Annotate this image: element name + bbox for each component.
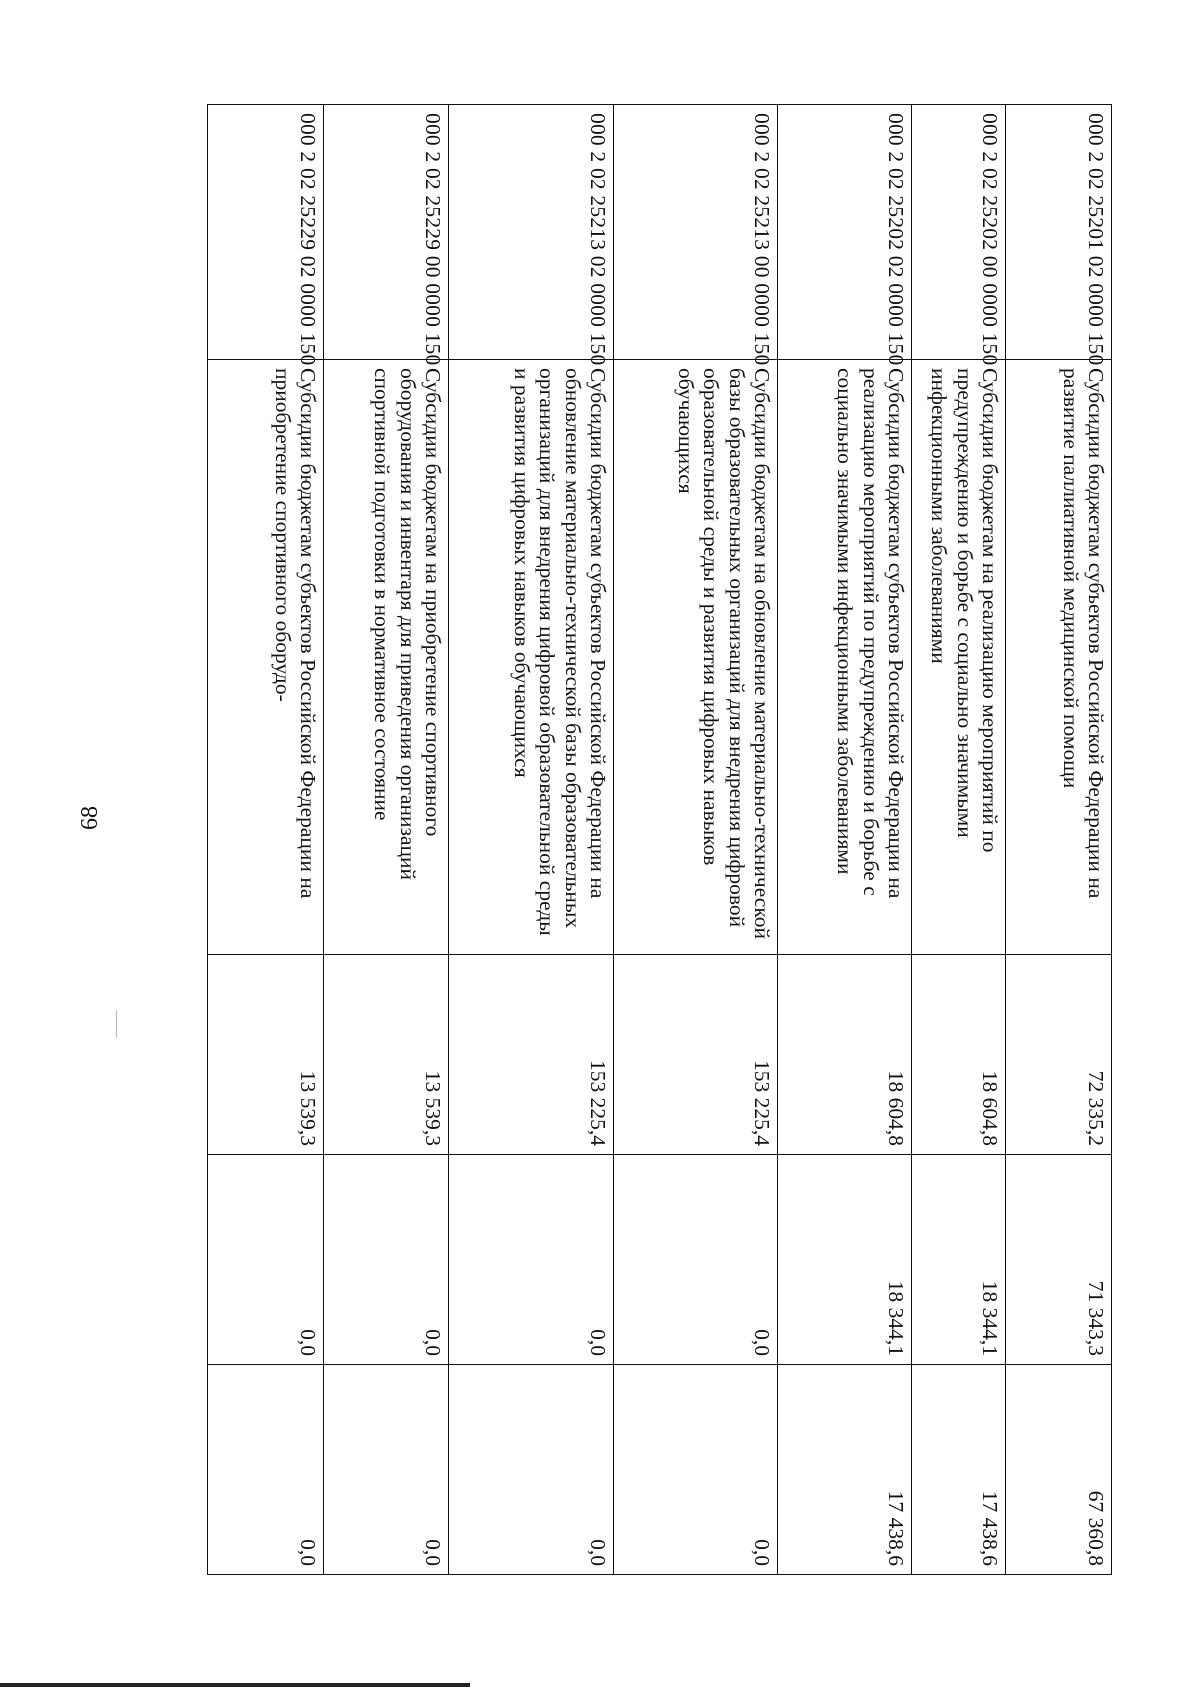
amount-cell-2: 71 343,3: [1006, 1155, 1112, 1365]
amount-cell-2: 0,0: [208, 1155, 324, 1365]
table-row: [208, 105, 324, 1575]
amount-cell-1: 72 335,2: [1006, 955, 1112, 1155]
amount-cell-2: 0,0: [449, 1155, 614, 1365]
amount-cell-3: 0,0: [324, 1365, 449, 1575]
budget-code-cell: 000 2 02 25202 02 0000 150: [778, 105, 912, 360]
amount-cell-3: 0,0: [614, 1365, 778, 1575]
amount-cell-3: 17 438,6: [912, 1365, 1006, 1575]
budget-code-cell: 000 2 02 25229 02 0000 150: [208, 105, 324, 360]
amount-cell-1: 13 539,3: [208, 955, 324, 1155]
amount-cell-2: 18 344,1: [778, 1155, 912, 1365]
page-number: 68: [77, 806, 103, 830]
table-row: [614, 105, 778, 1575]
amount-cell-3: 17 438,6: [778, 1365, 912, 1575]
item-name-cell: Субсидии бюджетам субъектов Российской Федерации на обновление материально-технической базы образовательных организаций для внедрения цифровой образовательной среды и развития цифровых навыков обучающихся: [449, 360, 614, 955]
amount-cell-2: 18 344,1: [912, 1155, 1006, 1365]
table-row: [449, 105, 614, 1575]
table-row: [778, 105, 912, 1575]
amount-cell-1: 153 225,4: [449, 955, 614, 1155]
item-name-cell: Субсидии бюджетам на реализацию мероприятий по предупреждению и борьбе с социально значимыми инфекционными заболеваниями: [912, 360, 1006, 955]
budget-code-cell: 000 2 02 25213 00 0000 150: [614, 105, 778, 360]
amount-cell-3: 67 360,8: [1006, 1365, 1112, 1575]
amount-cell-1: 13 539,3: [324, 955, 449, 1155]
table-row: [912, 105, 1006, 1575]
amount-cell-2: 0,0: [324, 1155, 449, 1365]
budget-code-cell: 000 2 02 25202 00 0000 150: [912, 105, 1006, 360]
item-name-cell: Субсидии бюджетам на обновление материально-технической базы образовательных организаций для внедрения цифровой образовательной среды и развития цифровых навыков обучающихся: [614, 360, 778, 955]
amount-cell-1: 18 604,8: [912, 955, 1006, 1155]
budget-code-cell: 000 2 02 25201 02 0000 150: [1006, 105, 1112, 360]
budget-code-cell: 000 2 02 25213 02 0000 150: [449, 105, 614, 360]
budget-table-rotated: [208, 104, 1112, 1574]
amount-cell-3: 0,0: [449, 1365, 614, 1575]
amount-cell-1: 153 225,4: [614, 955, 778, 1155]
table-row: [1006, 105, 1112, 1575]
budget-table: [207, 104, 1112, 1575]
item-name-cell: Субсидии бюджетам субъектов Российской Федерации на реализацию мероприятий по предупреждению и борьбе с социально значимыми инфекционными заболеваниями: [778, 360, 912, 955]
bottom-rule: [0, 1683, 470, 1687]
amount-cell-1: 18 604,8: [778, 955, 912, 1155]
scan-mark: [116, 1010, 117, 1038]
item-name-cell: Субсидии бюджетам субъектов Российской Федерации на приобретение спортивного оборудо-: [208, 360, 324, 955]
amount-cell-2: 0,0: [614, 1155, 778, 1365]
budget-code-cell: 000 2 02 25229 00 0000 150: [324, 105, 449, 360]
table-row: [324, 105, 449, 1575]
amount-cell-3: 0,0: [208, 1365, 324, 1575]
item-name-cell: Субсидии бюджетам субъектов Российской Федерации на развитие паллиативной медицинской помощи: [1006, 360, 1112, 955]
item-name-cell: Субсидии бюджетам на приобретение спортивного оборудования и инвентаря для приведения организаций спортивной подготовки в нормативное состояние: [324, 360, 449, 955]
